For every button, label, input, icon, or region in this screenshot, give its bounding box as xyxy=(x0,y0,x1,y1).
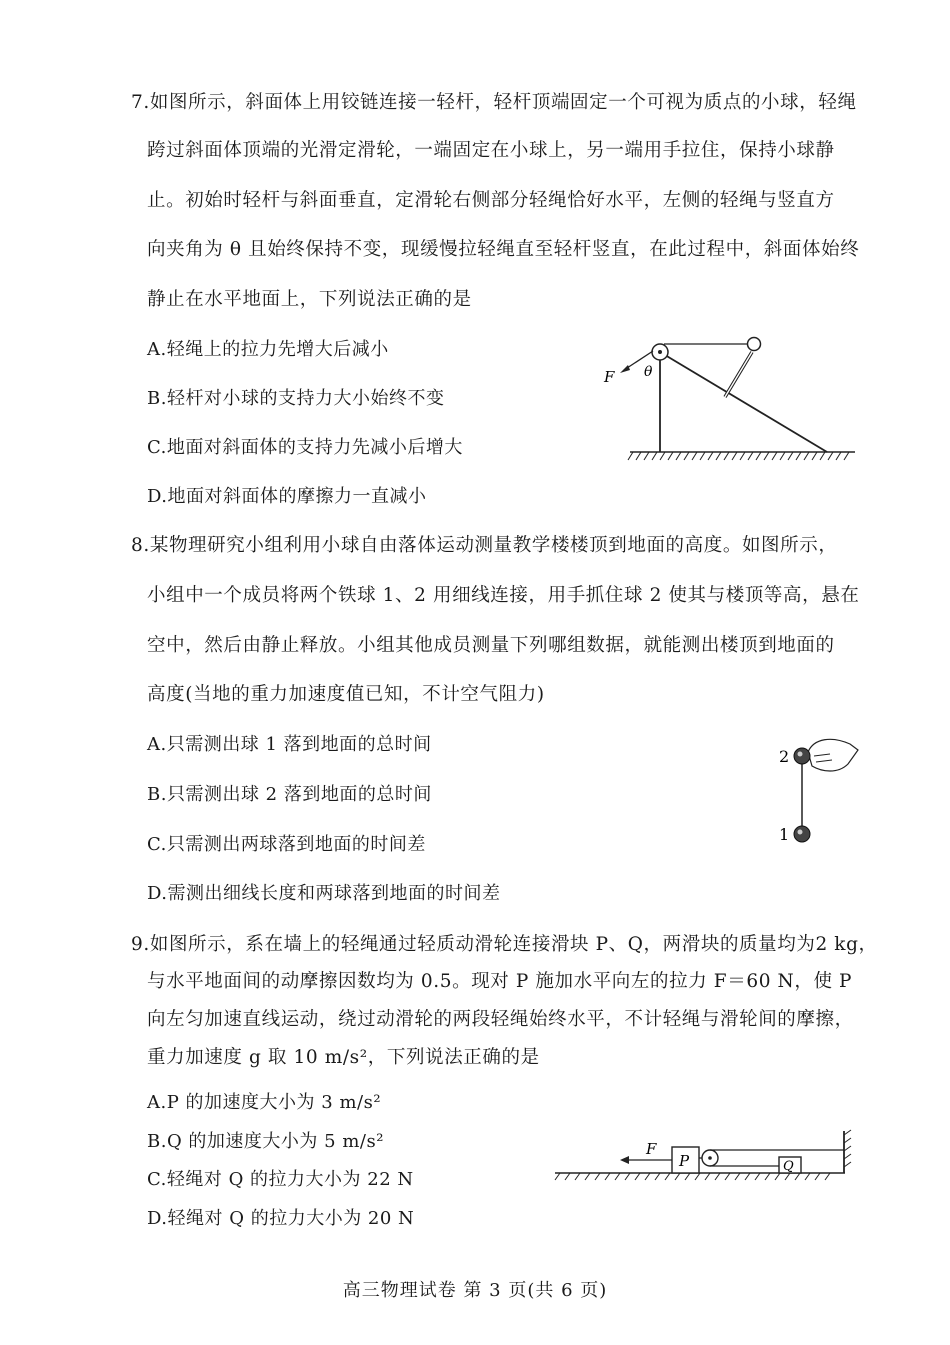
page-footer: 高三物理试卷 第 3 页(共 6 页) xyxy=(342,1280,608,1301)
q7-incline-figure xyxy=(595,330,860,470)
q7-line-2: 跨过斜面体顶端的光滑定滑轮，一端固定在小球上，另一端用手拉住，保持小球静 xyxy=(147,140,835,161)
angle-label: θ xyxy=(644,364,653,380)
force-label: F xyxy=(604,368,615,386)
q8-option-b: B.只需测出球 2 落到地面的总时间 xyxy=(147,784,432,805)
q8-line-4: 高度(当地的重力加速度值已知，不计空气阻力) xyxy=(147,684,545,705)
q7-line-4: 向夹角为 θ 且始终保持不变，现缓慢拉轻绳直至轻杆竖直，在此过程中，斜面体始终 xyxy=(147,239,860,260)
q7-option-c: C.地面对斜面体的支持力先减小后增大 xyxy=(147,437,463,458)
q9-option-a: A.P 的加速度大小为 3 m/s² xyxy=(147,1092,382,1113)
q9-line-2: 与水平地面间的动摩擦因数均为 0.5。现对 P 施加水平向左的拉力 F＝60 N，使 P xyxy=(147,971,853,992)
q8-falling-balls-figure xyxy=(770,730,860,855)
hand-icon xyxy=(808,739,858,771)
q8-line-1: 8.某物理研究小组利用小球自由落体运动测量教学楼楼顶到地面的高度。如图所示， xyxy=(131,535,838,556)
q7-option-b: B.轻杆对小球的支持力大小始终不变 xyxy=(147,388,445,409)
q7-line-5: 静止在水平地面上，下列说法正确的是 xyxy=(147,289,472,310)
q9-option-b: B.Q 的加速度大小为 5 m/s² xyxy=(147,1131,384,1152)
q9-line-4: 重力加速度 g 取 10 m/s²，下列说法正确的是 xyxy=(147,1047,540,1068)
q9-pulley-blocks-figure xyxy=(550,1125,855,1185)
ball-2-label: 2 xyxy=(779,747,790,766)
q8-line-3: 空中，然后由静止释放。小组其他成员测量下列哪组数据，就能测出楼顶到地面的 xyxy=(147,635,835,656)
q7-option-a: A.轻绳上的拉力先增大后减小 xyxy=(147,339,389,360)
q8-option-a: A.只需测出球 1 落到地面的总时间 xyxy=(147,734,432,755)
ball-1-label: 1 xyxy=(779,825,790,844)
q8-line-2: 小组中一个成员将两个铁球 1、2 用细线连接，用手抓住球 2 使其与楼顶等高，悬在 xyxy=(147,585,860,606)
force-label: F xyxy=(646,1140,657,1158)
q7-line-1: 7.如图所示，斜面体上用铰链连接一轻杆，轻杆顶端固定一个可视为质点的小球，轻绳 xyxy=(131,92,857,113)
q8-option-c: C.只需测出两球落到地面的时间差 xyxy=(147,834,426,855)
q7-line-3: 止。初始时轻杆与斜面垂直，定滑轮右侧部分轻绳恰好水平，左侧的轻绳与竖直方 xyxy=(147,190,835,211)
q9-option-d: D.轻绳对 Q 的拉力大小为 20 N xyxy=(147,1208,415,1229)
q7-option-d: D.地面对斜面体的摩擦力一直减小 xyxy=(147,486,427,507)
q9-line-1: 9.如图所示，系在墙上的轻绳通过轻质动滑轮连接滑块 P、Q，两滑块的质量均为2 kg， xyxy=(131,934,878,955)
q9-option-c: C.轻绳对 Q 的拉力大小为 22 N xyxy=(147,1169,414,1190)
block-p-label: P xyxy=(679,1152,690,1170)
q9-line-3: 向左匀加速直线运动，绕过动滑轮的两段轻绳始终水平，不计轻绳与滑轮间的摩擦， xyxy=(147,1009,854,1030)
block-q-label: Q xyxy=(783,1159,794,1174)
q8-option-d: D.需测出细线长度和两球落到地面的时间差 xyxy=(147,883,501,904)
